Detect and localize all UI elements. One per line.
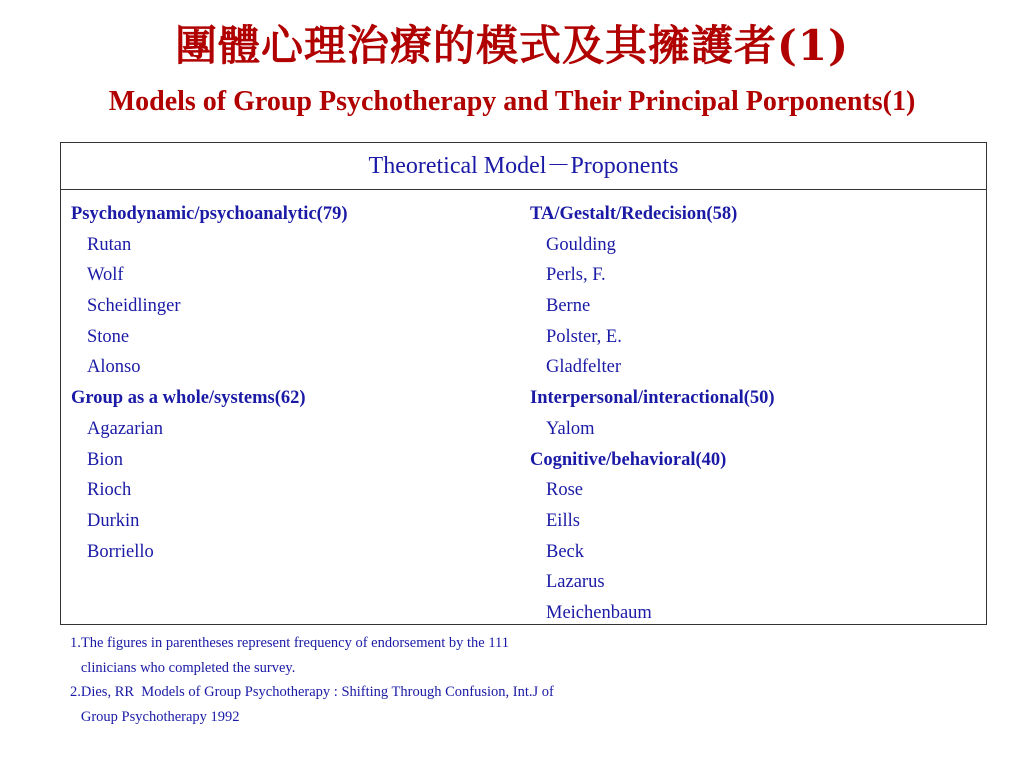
category-label: Cognitive/behavioral(40)	[530, 449, 727, 470]
slide-title-english: Models of Group Psychotherapy and Their Principal Porponents(1)	[108, 86, 916, 117]
proponent-name: Borriello	[87, 541, 154, 562]
proponent-name: Berne	[546, 296, 591, 317]
proponent-name: Durkin	[87, 510, 140, 531]
category-label: TA/Gestalt/Redecision(58)	[530, 204, 738, 224]
footnote-line: 1.The figures in parentheses represent frequency of endorsement by the 111	[70, 635, 510, 651]
proponent-name: Rose	[546, 480, 583, 501]
proponent-name: Goulding	[546, 234, 616, 255]
models-table	[60, 142, 987, 625]
slide-title-chinese: 團體心理治療的模式及其擁護者(1)	[175, 21, 849, 70]
category-label: Psychodynamic/psychoanalytic(79)	[71, 204, 348, 224]
proponent-name: Gladfelter	[546, 357, 621, 378]
proponent-name: Wolf	[87, 265, 124, 286]
category-label: Group as a whole/systems(62)	[71, 388, 306, 409]
proponent-name: Agazarian	[87, 418, 164, 439]
proponent-name: Perls, F.	[546, 265, 606, 286]
proponent-name: Bion	[87, 449, 123, 470]
proponent-name: Rutan	[87, 234, 132, 255]
footnote-line: clinicians who completed the survey.	[70, 659, 296, 676]
proponent-name: Lazarus	[546, 572, 605, 593]
left-column	[71, 199, 511, 567]
proponent-name: Beck	[546, 541, 585, 562]
footnotes	[70, 631, 970, 729]
proponent-name: Yalom	[546, 418, 595, 439]
proponent-name: Stone	[87, 326, 130, 347]
proponent-name: Eills	[546, 510, 580, 531]
category-label: Interpersonal/interactional(50)	[530, 388, 775, 409]
proponent-name: Polster, E.	[546, 326, 622, 347]
proponent-name: Alonso	[87, 357, 141, 378]
proponent-name: Meichenbaum	[546, 602, 652, 623]
right-column	[530, 199, 970, 629]
proponent-name: Scheidlinger	[87, 296, 181, 317]
proponent-name: Rioch	[87, 480, 132, 501]
footnote-line: Group Psychotherapy 1992	[70, 708, 240, 725]
footnote-line: 2.Dies, RR Models of Group Psychotherapy : Shifting Through Confusion, Int.J of	[70, 684, 554, 700]
table-header: Theoretical Model－Proponents	[61, 143, 986, 190]
